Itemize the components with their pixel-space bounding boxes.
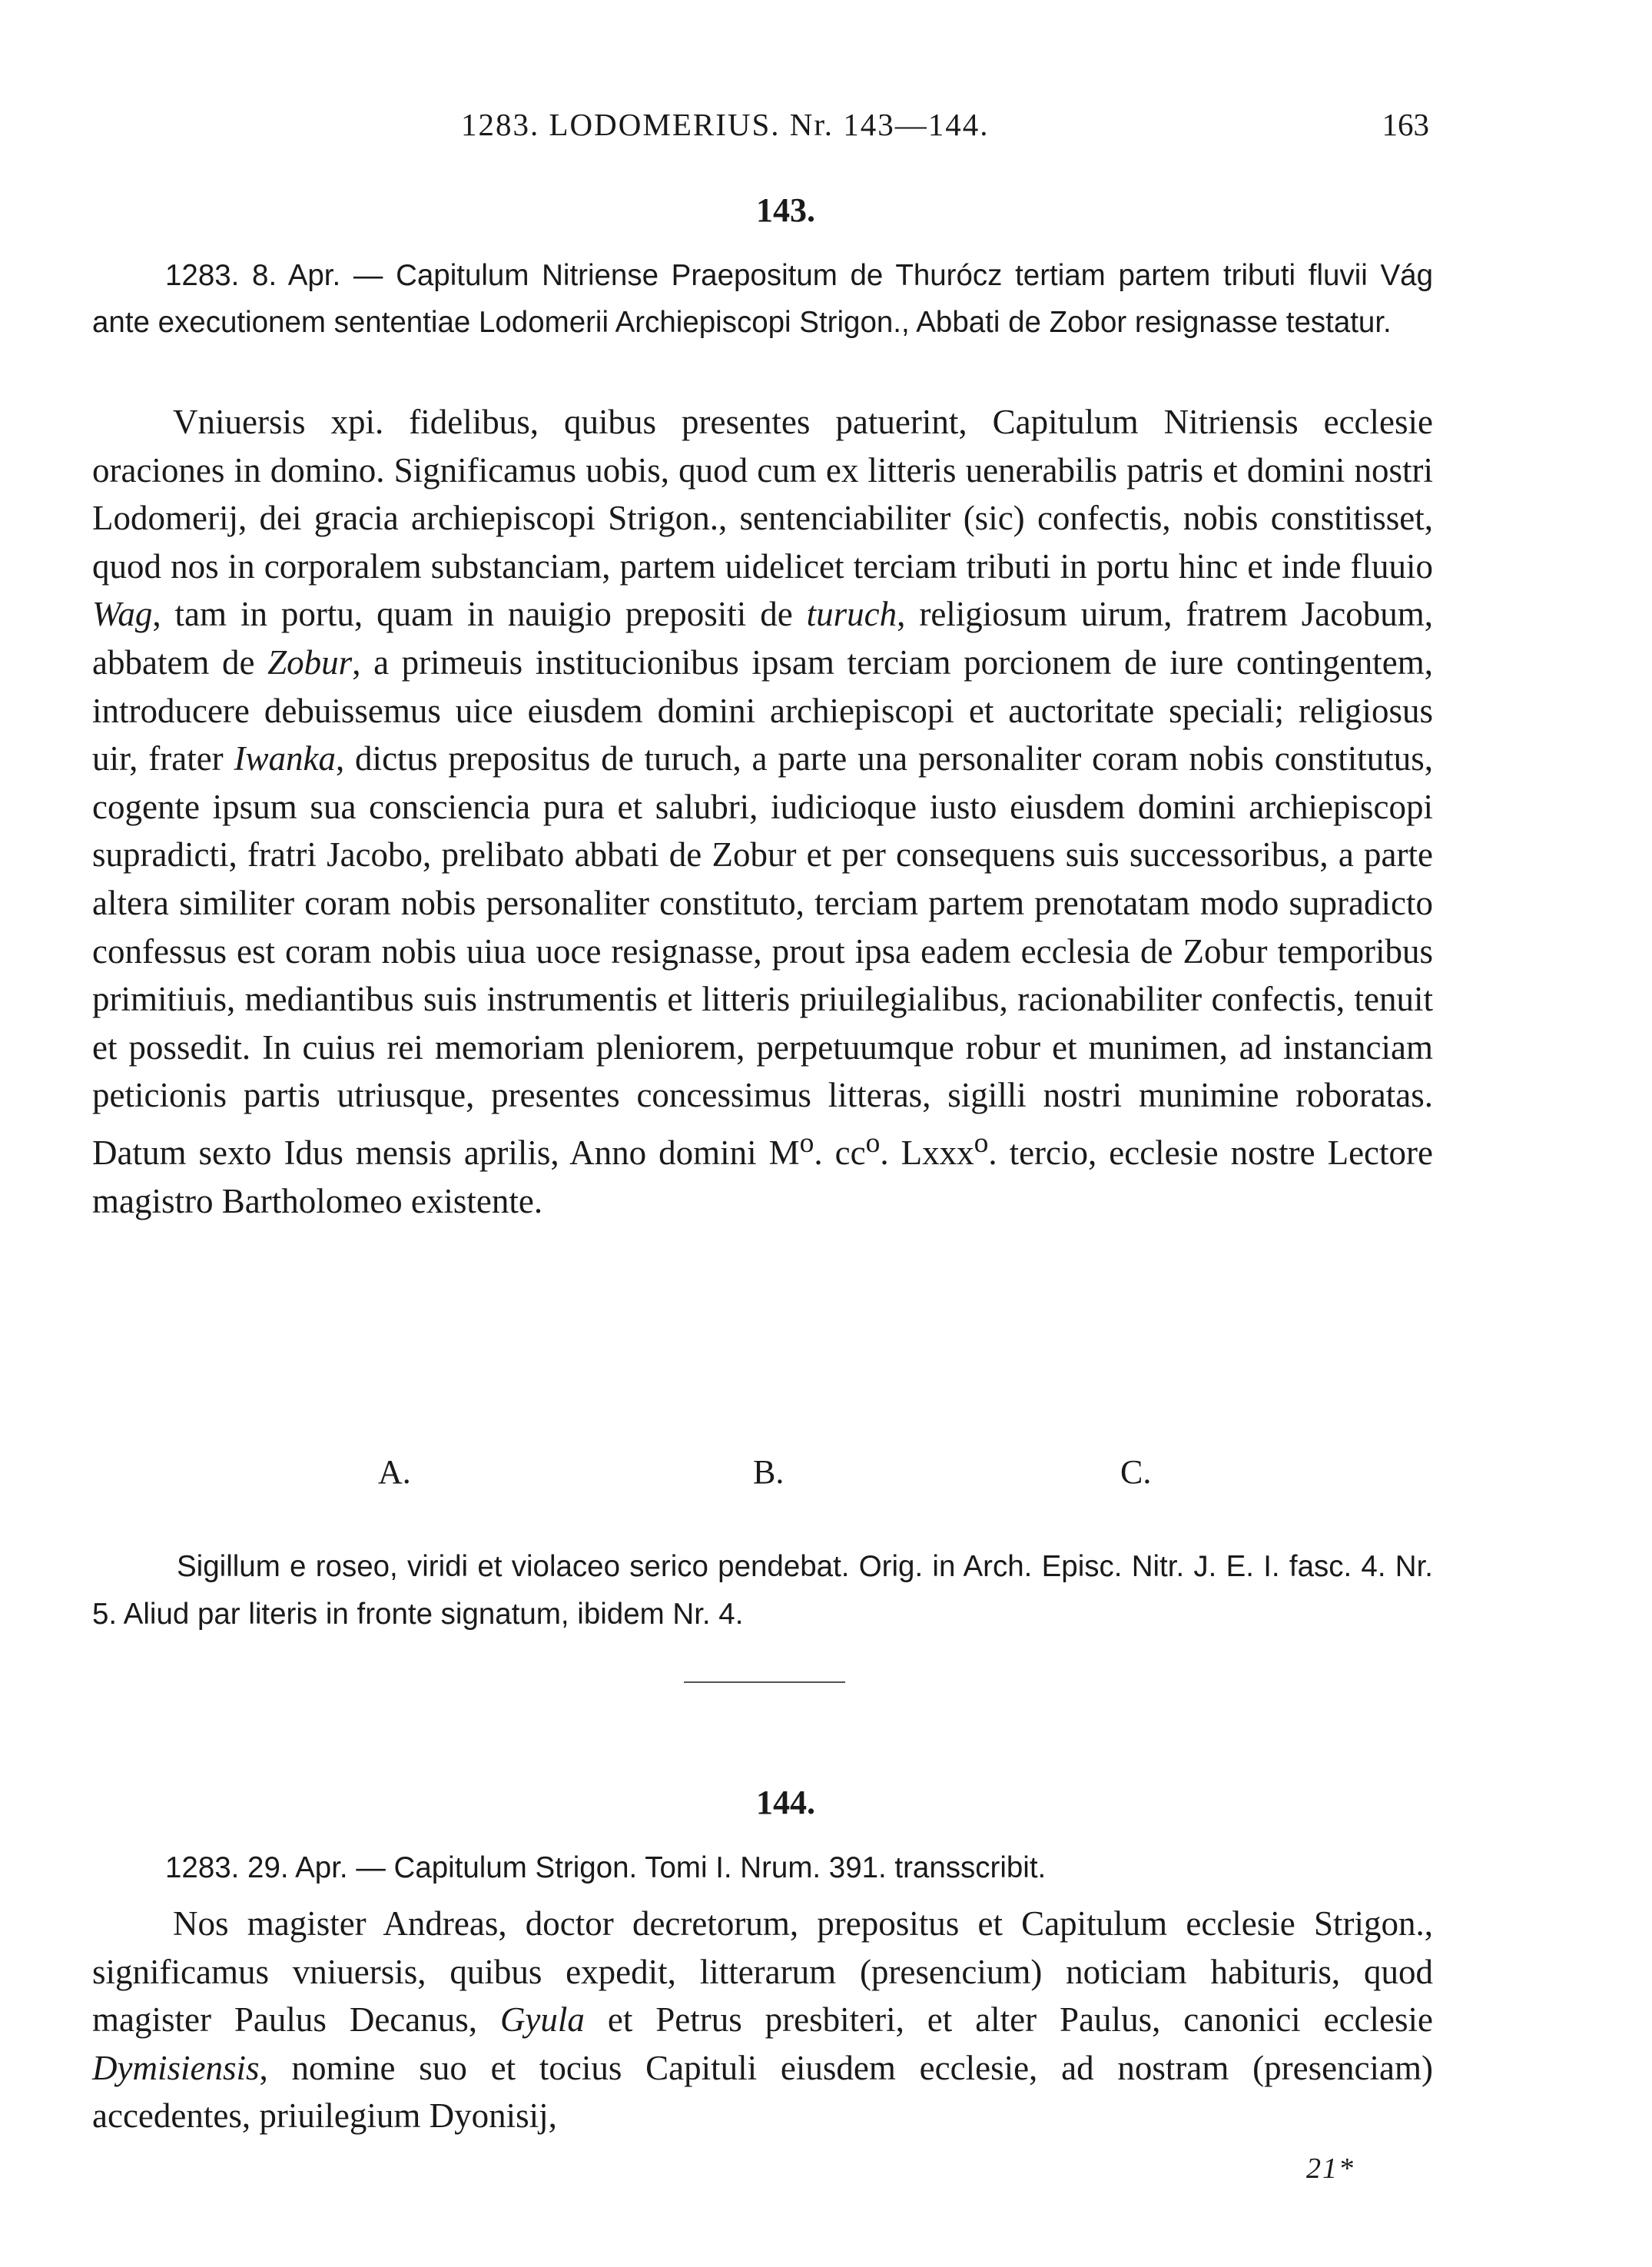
seal-marker-c: C. — [1120, 1453, 1152, 1491]
archival-note-text: Sigillum e roseo, viridi et violaceo serico pendebat. Orig. in Arch. Episc. Nitr. J. E. I. fasc. 4. Nr. 5. Aliud par literis in fronte signatum, ibidem Nr. 4. — [92, 1550, 1433, 1631]
archival-note-143 — [92, 1543, 1433, 1638]
document-text-143-paragraph: Vniuersis xpi. fidelibus, quibus presentes patuerint, Capitulum Nitriensis ecclesie oraciones in domino. Significamus uobis, quod cum ex litteris uenerabilis patris et domini nostri Lodomerij, dei gracia archiepiscopi Strigon., sentenciabiliter (sic) confectis, nobis constitisset, quod nos in corporalem substanciam, partem uidelicet terciam tributi in portu hinc et inde fluuio Wag, tam in portu, quam in nauigio prepositi de turuch, religiosum uirum, fratrem Jacobum, abbatem de Zobur, a primeuis institucionibus ipsam terciam porcionem de iure contingentem, introducere debuissemus uice eiusdem domini archiepiscopi et auctoritate speciali; religiosus uir, frater Iwanka, dictus prepositus de turuch, a parte una personaliter coram nobis constitutus, cogente ipsum sua consciencia pura et salubri, iudicioque iusto eiusdem domini archiepiscopi supradicti, fratri Jacobo, prelibato abbati de Zobur et per consequens suis successoribus, a parte altera similiter coram nobis personaliter constituto, terciam partem prenotatam modo supradicto confessus est coram nobis uiua uoce resignasse, prout ipsa eadem ecclesia de Zobur temporibus primitiuis, mediantibus suis instrumentis et litteris priuilegialibus, racionabiliter confectis, tenuit et possedit. In cuius rei memoriam pleniorem, perpetuumque robur et munimen, ad instanciam peticionis partis utriusque, presentes concessimus litteras, sigilli nostri munimine roboratas. Datum sexto Idus mensis aprilis, Anno domini $M^o$. $cc^o$. Lxxx$^o$. tercio, ecclesie nostre Lectore magistro Bartholomeo existente. — [92, 403, 1433, 1220]
document-text-144-paragraph: Nos magister Andreas, doctor decretorum, prepositus et Capitulum ecclesie Strigon., significamus vniuersis, quibus expedit, litterarum (presencium) noticiam habituris, quod magister Paulus Decanus, Gyula et Petrus presbiteri, et alter Paulus, canonici ecclesie Dymisiensis, nomine suo et tocius Capituli eiusdem ecclesie, ad nostram (presenciam) accedentes, priuilegium Dyonisij, — [92, 1904, 1433, 2136]
place-name-turuch: turuch — [806, 595, 897, 634]
place-name-wag: Wag — [92, 595, 153, 634]
seal-marker-a: A. — [378, 1453, 411, 1491]
page-number: 163 — [1382, 107, 1429, 142]
person-name-iwanka: Iwanka — [234, 739, 336, 778]
document-text-143 — [92, 398, 1433, 1225]
running-head-title: 1283. LODOMERIUS. Nr. 143—144. — [461, 107, 990, 142]
place-name-zobur: Zobur — [267, 642, 353, 682]
seal-markers — [0, 1452, 1652, 1499]
document-text-144 — [92, 1900, 1433, 2140]
regest-144-text: 1283. 29. Apr. — Capitulum Strigon. Tomi I. Nrum. 391. transscribit. — [165, 1851, 1047, 1884]
place-name-dymisiensis: Dymisiensis — [92, 2048, 260, 2087]
regest-144 — [92, 1844, 1433, 1891]
section-divider — [684, 1681, 845, 1683]
seal-marker-b: B. — [753, 1453, 785, 1491]
document-number-143: 143. — [756, 191, 815, 229]
regest-143 — [92, 252, 1433, 346]
document-number-144: 144. — [756, 1784, 815, 1821]
regest-143-text: 1283. 8. Apr. — Capitulum Nitriense Praepositum de Thurócz tertiam partem tributi fluvii Vág ante executionem sententiae Lodomerii Archiepiscopi Strigon., Abbati de Zobor resignasse testatur. — [92, 259, 1433, 339]
signature-mark: 21* — [1306, 2152, 1355, 2185]
person-name-gyula: Gyula — [499, 2000, 585, 2040]
running-head — [92, 106, 1429, 152]
